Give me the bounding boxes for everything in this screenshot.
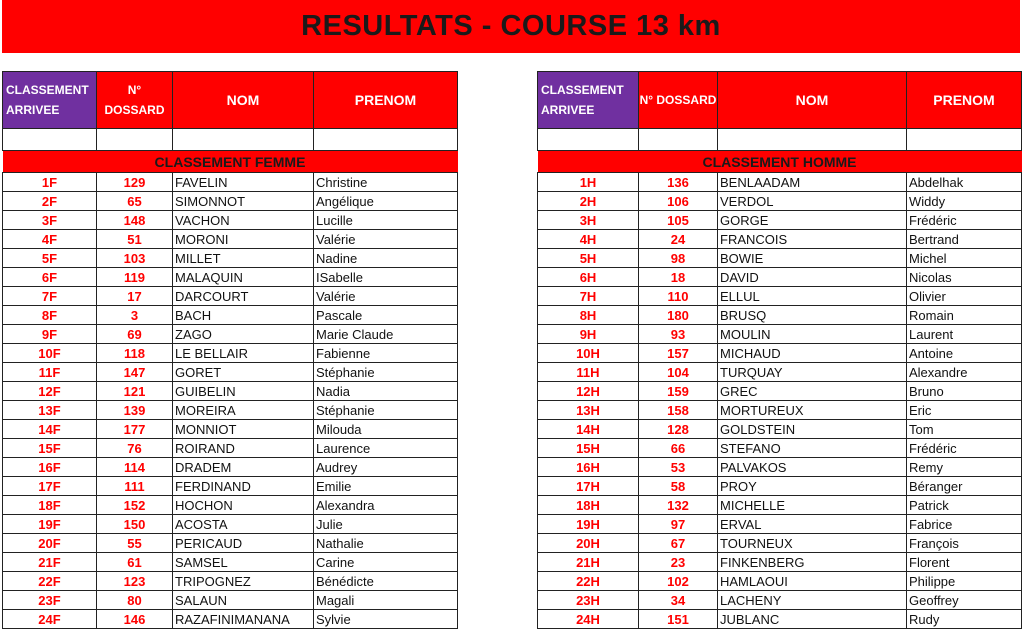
nom-cell: ROIRAND: [173, 439, 314, 458]
nom-cell: ZAGO: [173, 325, 314, 344]
dossard-cell: 106: [639, 192, 718, 211]
nom-cell: VERDOL: [718, 192, 907, 211]
dossard-cell: 152: [97, 496, 173, 515]
rank-cell: 24F: [3, 610, 97, 629]
nom-cell: MONNIOT: [173, 420, 314, 439]
prenom-cell: Bertrand: [907, 230, 1022, 249]
nom-cell: SAMSEL: [173, 553, 314, 572]
rank-cell: 8H: [538, 306, 639, 325]
table-row: [538, 534, 1022, 553]
rank-cell: 2F: [3, 192, 97, 211]
rank-cell: 7F: [3, 287, 97, 306]
nom-cell: FERDINAND: [173, 477, 314, 496]
nom-cell: BRUSQ: [718, 306, 907, 325]
nom-cell: GUIBELIN: [173, 382, 314, 401]
dossard-cell: 123: [97, 572, 173, 591]
rank-column-header: CLASSEMENT ARRIVEE: [3, 72, 97, 129]
rank-cell: 17F: [3, 477, 97, 496]
dossard-cell: 80: [97, 591, 173, 610]
table-row: [538, 553, 1022, 572]
table-row: [538, 420, 1022, 439]
nom-cell: ELLUL: [718, 287, 907, 306]
prenom-cell: Valérie: [314, 230, 458, 249]
prenom-cell: Widdy: [907, 192, 1022, 211]
prenom-cell: Laurence: [314, 439, 458, 458]
nom-cell: RAZAFINIMANANA: [173, 610, 314, 629]
nom-cell: BOWIE: [718, 249, 907, 268]
rank-cell: 12F: [3, 382, 97, 401]
prenom-cell: Eric: [907, 401, 1022, 420]
table-row: [3, 230, 458, 249]
prenom-cell: Geoffrey: [907, 591, 1022, 610]
table-row: [538, 401, 1022, 420]
rank-cell: 20H: [538, 534, 639, 553]
dossard-cell: 177: [97, 420, 173, 439]
nom-cell: ERVAL: [718, 515, 907, 534]
table-row: [3, 610, 458, 629]
prenom-cell: Fabrice: [907, 515, 1022, 534]
nom-column-header: NOM: [718, 72, 907, 129]
nom-cell: LE BELLAIR: [173, 344, 314, 363]
table-row: [538, 268, 1022, 287]
table-row: [3, 420, 458, 439]
dossard-cell: 136: [639, 173, 718, 192]
rank-cell: 19H: [538, 515, 639, 534]
rank-cell: 19F: [3, 515, 97, 534]
nom-cell: PERICAUD: [173, 534, 314, 553]
dossard-cell: 65: [97, 192, 173, 211]
dossard-cell: 24: [639, 230, 718, 249]
table-row: [538, 230, 1022, 249]
men-results-table: [537, 71, 1022, 629]
prenom-cell: Frédéric: [907, 439, 1022, 458]
prenom-cell: Pascale: [314, 306, 458, 325]
prenom-cell: Laurent: [907, 325, 1022, 344]
nom-cell: MILLET: [173, 249, 314, 268]
men-results-panel: [537, 71, 1021, 629]
dossard-cell: 119: [97, 268, 173, 287]
rank-cell: 5F: [3, 249, 97, 268]
dossard-cell: 58: [639, 477, 718, 496]
dossard-cell: 61: [97, 553, 173, 572]
prenom-cell: Carine: [314, 553, 458, 572]
prenom-cell: Alexandre: [907, 363, 1022, 382]
men-section-row: [538, 151, 1022, 173]
dossard-cell: 147: [97, 363, 173, 382]
table-header-row: [538, 72, 1022, 129]
rank-cell: 10F: [3, 344, 97, 363]
dossard-cell: 128: [639, 420, 718, 439]
prenom-cell: Philippe: [907, 572, 1022, 591]
prenom-cell: Nicolas: [907, 268, 1022, 287]
table-row: [538, 325, 1022, 344]
women-results-table: [2, 71, 458, 629]
rank-cell: 12H: [538, 382, 639, 401]
prenom-cell: Julie: [314, 515, 458, 534]
nom-cell: HAMLAOUI: [718, 572, 907, 591]
rank-cell: 9H: [538, 325, 639, 344]
women-rows: [3, 173, 458, 629]
dossard-cell: 103: [97, 249, 173, 268]
rank-cell: 6H: [538, 268, 639, 287]
rank-cell: 18H: [538, 496, 639, 515]
rank-cell: 18F: [3, 496, 97, 515]
nom-cell: MOREIRA: [173, 401, 314, 420]
table-row: [3, 287, 458, 306]
table-row: [3, 268, 458, 287]
rank-cell: 15H: [538, 439, 639, 458]
table-row: [3, 211, 458, 230]
dossard-cell: 180: [639, 306, 718, 325]
prenom-cell: Nadia: [314, 382, 458, 401]
rank-cell: 1H: [538, 173, 639, 192]
nom-cell: FRANCOIS: [718, 230, 907, 249]
rank-cell: 3H: [538, 211, 639, 230]
dossard-cell: 151: [639, 610, 718, 629]
dossard-cell: 158: [639, 401, 718, 420]
prenom-cell: Florent: [907, 553, 1022, 572]
prenom-cell: Patrick: [907, 496, 1022, 515]
table-header-row: [3, 72, 458, 129]
rank-cell: 1F: [3, 173, 97, 192]
rank-cell: 20F: [3, 534, 97, 553]
table-row: [538, 249, 1022, 268]
prenom-cell: Marie Claude: [314, 325, 458, 344]
nom-cell: MALAQUIN: [173, 268, 314, 287]
table-row: [3, 477, 458, 496]
prenom-cell: Angélique: [314, 192, 458, 211]
dossard-cell: 17: [97, 287, 173, 306]
dossard-cell: 66: [639, 439, 718, 458]
rank-cell: 11H: [538, 363, 639, 382]
table-row: [3, 306, 458, 325]
prenom-cell: Romain: [907, 306, 1022, 325]
dossard-cell: 55: [97, 534, 173, 553]
rank-cell: 23H: [538, 591, 639, 610]
table-row: [3, 572, 458, 591]
dossard-cell: 118: [97, 344, 173, 363]
nom-cell: VACHON: [173, 211, 314, 230]
rank-cell: 22F: [3, 572, 97, 591]
table-row: [3, 496, 458, 515]
table-row: [538, 439, 1022, 458]
table-row: [538, 496, 1022, 515]
dossard-column-header: N° DOSSARD: [639, 72, 718, 129]
women-results-panel: [2, 71, 457, 629]
dossard-cell: 98: [639, 249, 718, 268]
table-row: [3, 249, 458, 268]
table-row: [3, 192, 458, 211]
page-title: RESULTATS - COURSE 13 km: [301, 10, 721, 42]
dossard-cell: 146: [97, 610, 173, 629]
blank-row: [538, 129, 1022, 151]
prenom-cell: François: [907, 534, 1022, 553]
table-row: [538, 173, 1022, 192]
nom-cell: FINKENBERG: [718, 553, 907, 572]
nom-cell: PROY: [718, 477, 907, 496]
dossard-cell: 110: [639, 287, 718, 306]
prenom-cell: Valérie: [314, 287, 458, 306]
table-row: [538, 515, 1022, 534]
table-row: [3, 363, 458, 382]
dossard-cell: 3: [97, 306, 173, 325]
table-row: [3, 515, 458, 534]
prenom-cell: Bruno: [907, 382, 1022, 401]
prenom-cell: ISabelle: [314, 268, 458, 287]
table-row: [3, 439, 458, 458]
rank-cell: 8F: [3, 306, 97, 325]
dossard-cell: 114: [97, 458, 173, 477]
dossard-cell: 121: [97, 382, 173, 401]
dossard-cell: 67: [639, 534, 718, 553]
rank-cell: 16H: [538, 458, 639, 477]
table-row: [538, 287, 1022, 306]
table-row: [538, 363, 1022, 382]
rank-cell: 4F: [3, 230, 97, 249]
table-row: [3, 458, 458, 477]
table-row: [538, 458, 1022, 477]
table-row: [538, 344, 1022, 363]
prenom-cell: Nathalie: [314, 534, 458, 553]
prenom-cell: Béranger: [907, 477, 1022, 496]
table-row: [3, 534, 458, 553]
rank-cell: 5H: [538, 249, 639, 268]
prenom-cell: Fabienne: [314, 344, 458, 363]
table-row: [3, 553, 458, 572]
table-row: [3, 401, 458, 420]
table-row: [3, 382, 458, 401]
table-row: [538, 382, 1022, 401]
rank-cell: 15F: [3, 439, 97, 458]
dossard-cell: 111: [97, 477, 173, 496]
nom-cell: ACOSTA: [173, 515, 314, 534]
nom-cell: MICHAUD: [718, 344, 907, 363]
dossard-cell: 93: [639, 325, 718, 344]
nom-cell: MORONI: [173, 230, 314, 249]
prenom-column-header: PRENOM: [314, 72, 458, 129]
prenom-cell: Nadine: [314, 249, 458, 268]
dossard-cell: 104: [639, 363, 718, 382]
rank-cell: 21H: [538, 553, 639, 572]
women-section-row: [3, 151, 458, 173]
rank-cell: 23F: [3, 591, 97, 610]
nom-cell: BACH: [173, 306, 314, 325]
dossard-cell: 51: [97, 230, 173, 249]
prenom-cell: Magali: [314, 591, 458, 610]
prenom-cell: Michel: [907, 249, 1022, 268]
table-row: [3, 173, 458, 192]
rank-cell: 11F: [3, 363, 97, 382]
nom-cell: DRADEM: [173, 458, 314, 477]
nom-cell: SALAUN: [173, 591, 314, 610]
table-row: [538, 211, 1022, 230]
dossard-cell: 18: [639, 268, 718, 287]
table-row: [3, 591, 458, 610]
prenom-cell: Christine: [314, 173, 458, 192]
table-row: [538, 591, 1022, 610]
title-banner: [2, 0, 1020, 53]
dossard-cell: 102: [639, 572, 718, 591]
prenom-cell: Stéphanie: [314, 363, 458, 382]
dossard-cell: 53: [639, 458, 718, 477]
dossard-cell: 23: [639, 553, 718, 572]
rank-cell: 10H: [538, 344, 639, 363]
rank-cell: 17H: [538, 477, 639, 496]
rank-cell: 3F: [3, 211, 97, 230]
nom-cell: LACHENY: [718, 591, 907, 610]
dossard-cell: 129: [97, 173, 173, 192]
prenom-cell: Remy: [907, 458, 1022, 477]
table-row: [538, 610, 1022, 629]
nom-cell: BENLAADAM: [718, 173, 907, 192]
prenom-cell: Tom: [907, 420, 1022, 439]
table-row: [538, 192, 1022, 211]
rank-cell: 14H: [538, 420, 639, 439]
rank-cell: 9F: [3, 325, 97, 344]
rank-cell: 14F: [3, 420, 97, 439]
prenom-column-header: PRENOM: [907, 72, 1022, 129]
rank-cell: 21F: [3, 553, 97, 572]
dossard-cell: 157: [639, 344, 718, 363]
nom-cell: FAVELIN: [173, 173, 314, 192]
nom-column-header: NOM: [173, 72, 314, 129]
prenom-cell: Stéphanie: [314, 401, 458, 420]
prenom-cell: Audrey: [314, 458, 458, 477]
nom-cell: JUBLANC: [718, 610, 907, 629]
nom-cell: MORTUREUX: [718, 401, 907, 420]
men-rows: [538, 173, 1022, 629]
prenom-cell: Milouda: [314, 420, 458, 439]
dossard-cell: 97: [639, 515, 718, 534]
nom-cell: TURQUAY: [718, 363, 907, 382]
nom-cell: DAVID: [718, 268, 907, 287]
dossard-cell: 69: [97, 325, 173, 344]
women-section-title: CLASSEMENT FEMME: [3, 151, 458, 173]
nom-cell: GORGE: [718, 211, 907, 230]
nom-cell: GOLDSTEIN: [718, 420, 907, 439]
table-row: [3, 344, 458, 363]
prenom-cell: Frédéric: [907, 211, 1022, 230]
prenom-cell: Emilie: [314, 477, 458, 496]
nom-cell: STEFANO: [718, 439, 907, 458]
prenom-cell: Antoine: [907, 344, 1022, 363]
rank-cell: 6F: [3, 268, 97, 287]
prenom-cell: Alexandra: [314, 496, 458, 515]
table-row: [3, 325, 458, 344]
rank-cell: 13H: [538, 401, 639, 420]
dossard-cell: 148: [97, 211, 173, 230]
men-section-title: CLASSEMENT HOMME: [538, 151, 1022, 173]
prenom-cell: Olivier: [907, 287, 1022, 306]
nom-cell: TOURNEUX: [718, 534, 907, 553]
rank-cell: 16F: [3, 458, 97, 477]
nom-cell: GORET: [173, 363, 314, 382]
nom-cell: SIMONNOT: [173, 192, 314, 211]
nom-cell: DARCOURT: [173, 287, 314, 306]
prenom-cell: Sylvie: [314, 610, 458, 629]
nom-cell: GREC: [718, 382, 907, 401]
nom-cell: HOCHON: [173, 496, 314, 515]
dossard-cell: 139: [97, 401, 173, 420]
rank-column-header: CLASSEMENT ARRIVEE: [538, 72, 639, 129]
rank-cell: 13F: [3, 401, 97, 420]
nom-cell: MOULIN: [718, 325, 907, 344]
dossard-cell: 132: [639, 496, 718, 515]
nom-cell: MICHELLE: [718, 496, 907, 515]
prenom-cell: Bénédicte: [314, 572, 458, 591]
rank-cell: 7H: [538, 287, 639, 306]
table-row: [538, 306, 1022, 325]
blank-row: [3, 129, 458, 151]
rank-cell: 4H: [538, 230, 639, 249]
rank-cell: 22H: [538, 572, 639, 591]
dossard-cell: 34: [639, 591, 718, 610]
table-row: [538, 572, 1022, 591]
dossard-cell: 105: [639, 211, 718, 230]
table-row: [538, 477, 1022, 496]
dossard-cell: 150: [97, 515, 173, 534]
prenom-cell: Rudy: [907, 610, 1022, 629]
prenom-cell: Abdelhak: [907, 173, 1022, 192]
dossard-column-header: N° DOSSARD: [97, 72, 173, 129]
rank-cell: 24H: [538, 610, 639, 629]
rank-cell: 2H: [538, 192, 639, 211]
nom-cell: PALVAKOS: [718, 458, 907, 477]
dossard-cell: 159: [639, 382, 718, 401]
prenom-cell: Lucille: [314, 211, 458, 230]
dossard-cell: 76: [97, 439, 173, 458]
nom-cell: TRIPOGNEZ: [173, 572, 314, 591]
